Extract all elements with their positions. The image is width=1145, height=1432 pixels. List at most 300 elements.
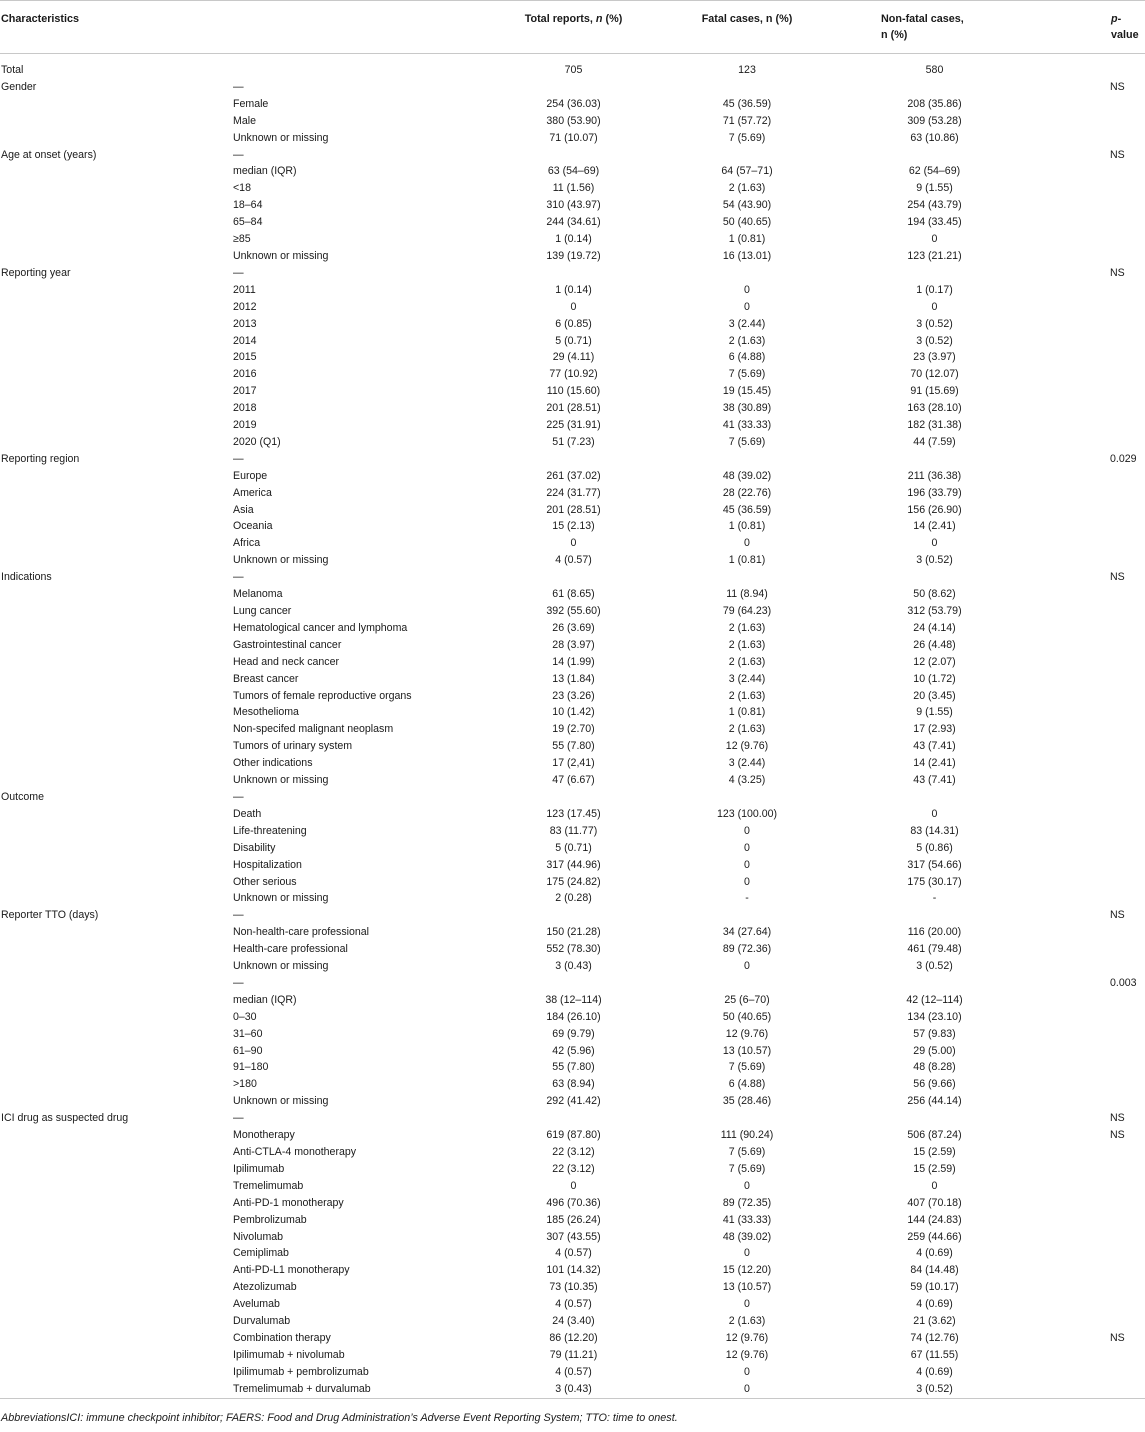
table-row [0,874,1145,891]
cell-fatal-cases: 2 (1.63) [728,723,766,736]
cell-p-value [1080,1381,1145,1398]
cell-fatal-cases: 35 (28.46) [722,1095,772,1108]
cell-fatal-cases: 2 (1.63) [728,621,766,634]
row-subcategory: — [233,452,244,465]
cell-fatal-cases: 19 (15.45) [722,385,772,398]
cell-p-value [1080,992,1145,1009]
cell-p-value: 0.003 [1110,976,1137,989]
cell-non-fatal-cases: 59 (10.17) [910,1281,959,1294]
table-row [0,789,1145,806]
cell-total-reports [486,789,661,806]
table-row [0,79,1145,96]
row-category [0,400,231,417]
row-category [0,130,231,147]
cell-non-fatal-cases: 506 (87.24) [907,1129,962,1142]
cell-fatal-cases: 45 (36.59) [722,503,772,516]
table-row [0,738,1145,755]
row-subcategory: Combination therapy [233,1331,331,1344]
cell-fatal-cases [661,789,833,806]
cell-total-reports: 22 (3.12) [552,1146,595,1158]
table-row [0,1245,1145,1262]
cell-p-value: NS [1110,148,1125,161]
row-category [0,654,231,671]
cell-fatal-cases: 1 (0.81) [728,233,766,246]
cell-p-value [1080,1347,1145,1364]
cell-total-reports: 0 [570,537,577,550]
table-row [0,96,1145,113]
cell-fatal-cases [661,265,833,282]
cell-non-fatal-cases: 182 (31.38) [907,419,962,432]
cell-p-value [1080,1212,1145,1229]
row-category [0,299,231,316]
cell-total-reports: 26 (3.69) [552,621,595,634]
row-subcategory: — [233,148,244,161]
cell-non-fatal-cases: 43 (7.41) [913,774,956,787]
row-subcategory: 18–64 [233,199,263,212]
cell-p-value [1080,54,1145,79]
cell-p-value [1080,789,1145,806]
cell-p-value [1080,180,1145,197]
row-category [0,1245,231,1262]
cell-p-value [1080,502,1145,519]
row-category [0,1347,231,1364]
row-category [0,975,231,992]
cell-non-fatal-cases: 48 (8.28) [913,1061,956,1074]
cell-p-value: NS [1110,266,1125,279]
row-category [0,992,231,1009]
table-row [0,603,1145,620]
table-footnote: AbbreviationsICI: immune checkpoint inhibitor; FAERS: Food and Drug Administration’s Adverse Event Reporting System; TTO: time to onest. [1,1412,678,1424]
row-subcategory: Monotherapy [233,1129,295,1142]
row-subcategory: Nivolumab [233,1230,284,1243]
row-subcategory: Anti-PD-L1 monotherapy [233,1264,350,1277]
cell-non-fatal-cases: 56 (9.66) [913,1078,956,1091]
cell-p-value [1080,383,1145,400]
row-category [0,772,231,789]
cell-non-fatal-cases [833,907,1080,924]
cell-non-fatal-cases: 15 (2.59) [913,1162,956,1175]
cell-fatal-cases: 16 (13.01) [722,249,772,262]
cell-total-reports: 5 (0.71) [555,334,592,347]
cell-non-fatal-cases [833,147,1080,164]
cell-fatal-cases [661,975,833,992]
cell-total-reports: 83 (11.77) [549,824,598,837]
table-row [0,1161,1145,1178]
cell-non-fatal-cases: 12 (2.07) [913,655,956,668]
row-category [0,1093,231,1110]
row-category [0,1381,231,1398]
cell-fatal-cases: 0 [744,841,750,854]
header-total-reports: Total reports, n (%) [486,1,661,54]
cell-non-fatal-cases: - [932,892,937,905]
cell-fatal-cases: 89 (72.36) [722,943,772,956]
cell-non-fatal-cases [833,1110,1080,1127]
row-category [0,1059,231,1076]
row-subcategory: Mesothelioma [233,706,299,719]
cell-fatal-cases: 3 (2.44) [728,757,766,770]
table-row [0,1144,1145,1161]
cell-total-reports [486,907,661,924]
row-category [0,518,231,535]
row-subcategory: <18 [233,182,251,195]
row-subcategory: Other indications [233,757,313,770]
cell-p-value [1080,485,1145,502]
cell-p-value [1080,1195,1145,1212]
row-subcategory: 2014 [233,334,257,347]
cell-total-reports: 3 (0.43) [555,1382,592,1395]
cell-non-fatal-cases [833,79,1080,96]
cell-non-fatal-cases: 57 (9.83) [913,1027,956,1040]
cell-fatal-cases: 7 (5.69) [728,1162,766,1175]
cell-non-fatal-cases: 62 (54–69) [908,165,961,178]
table-row [0,147,1145,164]
cell-p-value [1080,738,1145,755]
row-subcategory: — [233,266,244,279]
table-row [0,1195,1145,1212]
cell-non-fatal-cases: 4 (0.69) [916,1298,953,1311]
row-category [0,1043,231,1060]
cell-fatal-cases: 13 (10.57) [722,1281,772,1294]
cell-p-value [1080,755,1145,772]
table-row [0,671,1145,688]
row-subcategory: Tremelimumab + durvalumab [233,1382,371,1395]
row-subcategory: Health-care professional [233,943,348,956]
row-subcategory: Atezolizumab [233,1281,297,1294]
cell-total-reports: 69 (9.79) [552,1027,595,1040]
cell-fatal-cases: 0 [744,1247,750,1260]
table-row [0,1381,1145,1398]
row-subcategory: Disability [233,841,276,854]
row-subcategory: ≥85 [233,233,251,246]
table-row [0,54,1145,79]
cell-non-fatal-cases: 70 (12.07) [910,368,959,381]
cell-total-reports: 150 (21.28) [546,926,601,939]
cell-non-fatal-cases: 14 (2.41) [913,520,956,533]
row-category [0,468,231,485]
cell-non-fatal-cases: 10 (1.72) [913,672,956,685]
header-fatal-cases: Fatal cases, n (%) [661,1,833,54]
cell-total-reports: 6 (0.85) [555,317,592,330]
table-row [0,535,1145,552]
row-category [0,197,231,214]
cell-total-reports: 244 (34.61) [546,216,601,229]
row-category [0,823,231,840]
table-row [0,704,1145,721]
table-row [0,265,1145,282]
cell-total-reports: 14 (1.99) [552,655,595,668]
cell-fatal-cases: 111 (90.24) [720,1129,774,1142]
cell-p-value [1080,96,1145,113]
cell-non-fatal-cases: 196 (33.79) [907,486,962,499]
row-category [0,502,231,519]
cell-total-reports: 73 (10.35) [549,1281,598,1294]
row-category [0,231,231,248]
cell-fatal-cases: 38 (30.89) [722,402,772,415]
table-header-row [0,1,1145,54]
cell-fatal-cases: 12 (9.76) [725,1027,769,1040]
cell-fatal-cases: 2 (1.63) [728,689,766,702]
row-subcategory: Anti-CTLA-4 monotherapy [233,1146,357,1158]
row-category [0,586,231,603]
cell-non-fatal-cases: 116 (20.00) [907,926,962,939]
row-category [0,349,231,366]
cell-total-reports [486,569,661,586]
cell-total-reports: 71 (10.07) [549,131,598,144]
row-category [0,96,231,113]
cell-non-fatal-cases: 3 (0.52) [916,554,953,567]
row-category [0,874,231,891]
cell-fatal-cases: 0 [744,1365,750,1378]
row-category: Gender [1,80,37,93]
cell-p-value [1080,823,1145,840]
cell-p-value [1080,958,1145,975]
row-subcategory: Life-threatening [233,824,307,837]
cell-p-value: NS [1110,1331,1125,1344]
row-category [0,1212,231,1229]
cell-non-fatal-cases: 0 [931,1179,938,1192]
cell-p-value [1080,366,1145,383]
row-category: Reporting region [1,452,80,465]
cell-fatal-cases: 48 (39.02) [722,469,772,482]
cell-p-value: NS [1110,571,1125,584]
cell-non-fatal-cases: 580 [925,64,944,76]
row-subcategory: Unknown or missing [233,1095,329,1108]
cell-non-fatal-cases: 156 (26.90) [907,503,962,516]
row-category [0,688,231,705]
cell-non-fatal-cases: 15 (2.59) [913,1146,956,1158]
row-category [0,1330,231,1347]
table-row [0,1279,1145,1296]
row-category: Indications [1,571,52,584]
row-subcategory: Ipilimumab + pembrolizumab [233,1365,369,1378]
cell-fatal-cases: 0 [744,537,750,550]
table-row [0,518,1145,535]
table-row [0,890,1145,907]
cell-p-value [1080,857,1145,874]
cell-p-value [1080,1364,1145,1381]
row-subcategory: Europe [233,469,268,482]
cell-total-reports: 79 (11.21) [549,1348,598,1361]
cell-p-value [1080,468,1145,485]
cell-total-reports: 261 (37.02) [546,469,601,482]
cell-fatal-cases: - [745,892,749,905]
cell-fatal-cases: 0 [744,824,750,837]
cell-p-value [1080,214,1145,231]
row-subcategory: 61–90 [233,1044,263,1057]
table-row [0,400,1145,417]
row-subcategory: Death [233,807,262,820]
cell-non-fatal-cases: 194 (33.45) [907,216,962,229]
row-subcategory: Hematological cancer and lymphoma [233,621,408,634]
table-row [0,1229,1145,1246]
row-category [0,333,231,350]
row-subcategory: Head and neck cancer [233,655,340,668]
row-subcategory: Breast cancer [233,672,299,685]
cell-non-fatal-cases: 9 (1.55) [916,182,953,195]
cell-p-value: 0.029 [1110,452,1137,465]
table-row [0,197,1145,214]
cell-fatal-cases: 71 (57.72) [722,114,772,127]
row-category [0,1279,231,1296]
row-subcategory: 91–180 [233,1061,269,1074]
table-row [0,349,1145,366]
cell-non-fatal-cases: 26 (4.48) [913,638,956,651]
row-category: Age at onset (years) [1,148,97,161]
cell-fatal-cases: 11 (8.94) [726,588,768,601]
table-row [0,586,1145,603]
cell-non-fatal-cases: 63 (10.86) [910,131,959,144]
cell-p-value [1080,637,1145,654]
row-subcategory: 2012 [233,300,257,313]
table-row [0,755,1145,772]
table-row [0,1262,1145,1279]
table-row [0,451,1145,468]
row-subcategory: Tremelimumab [233,1179,304,1192]
row-category [0,1364,231,1381]
row-category [0,1313,231,1330]
cell-p-value [1080,552,1145,569]
cell-total-reports: 307 (43.55) [546,1230,601,1243]
table-row [0,333,1145,350]
row-subcategory: Melanoma [233,588,283,601]
row-category [0,1026,231,1043]
cell-total-reports: 254 (36.03) [546,97,601,110]
row-category [0,620,231,637]
cell-non-fatal-cases: 84 (14.48) [910,1264,959,1277]
cell-total-reports: 86 (12.20) [549,1331,598,1344]
table-row [0,840,1145,857]
row-subcategory: — [233,80,244,93]
cell-p-value [1080,586,1145,603]
cell-fatal-cases [661,907,833,924]
table-row [0,485,1145,502]
row-subcategory: 2020 (Q1) [233,435,281,448]
cell-total-reports: 38 (12–114) [545,993,602,1006]
row-category [0,1229,231,1246]
cell-total-reports: 1 (0.14) [555,283,592,296]
cell-non-fatal-cases: 17 (2.93) [913,723,956,736]
table-row [0,1296,1145,1313]
row-category [0,1161,231,1178]
cell-p-value [1080,130,1145,147]
row-subcategory: Hospitalization [233,858,302,871]
cell-p-value [1080,620,1145,637]
cell-total-reports: 225 (31.91) [546,419,601,432]
cell-total-reports: 5 (0.71) [555,841,592,854]
cell-total-reports: 175 (24.82) [546,875,601,888]
row-subcategory: 31–60 [233,1027,263,1040]
row-subcategory: Female [233,97,269,110]
row-subcategory: Tumors of female reproductive organs [233,689,412,702]
cell-fatal-cases: 1 (0.81) [728,520,766,533]
row-subcategory: Lung cancer [233,605,292,617]
cell-total-reports: 619 (87.80) [546,1129,601,1142]
cell-total-reports: 184 (26.10) [546,1010,601,1023]
row-subcategory: — [233,1112,244,1125]
table-row [0,857,1145,874]
cell-fatal-cases: 13 (10.57) [722,1044,772,1057]
table-row [0,688,1145,705]
cell-non-fatal-cases: 21 (3.62) [913,1315,956,1328]
cell-total-reports: 380 (53.90) [546,114,601,127]
cell-p-value: NS [1110,1112,1125,1125]
cell-total-reports: 392 (55.60) [546,605,601,617]
cell-total-reports: 17 (2,41) [552,757,595,770]
cell-non-fatal-cases: 312 (53.79) [907,605,962,617]
cell-total-reports: 292 (41.42) [546,1095,601,1108]
cell-fatal-cases [661,147,833,164]
table-bottom-rule [0,1398,1145,1399]
row-category [0,366,231,383]
table-row [0,924,1145,941]
cell-p-value [1080,941,1145,958]
row-category [0,603,231,620]
cell-total-reports: 13 (1.84) [552,672,595,685]
table-row [0,180,1145,197]
cell-p-value [1080,316,1145,333]
cell-fatal-cases: 0 [744,283,750,296]
cell-total-reports: 0 [570,1179,577,1192]
cell-total-reports: 29 (4.11) [552,351,595,364]
row-category [0,840,231,857]
row-subcategory: — [233,976,244,989]
cell-non-fatal-cases [833,975,1080,992]
cell-fatal-cases: 64 (57–71) [721,165,773,178]
table-row [0,941,1145,958]
row-category [0,1195,231,1212]
cell-p-value [1080,1161,1145,1178]
cell-total-reports: 110 (15.60) [546,385,601,398]
row-subcategory: >180 [233,1078,257,1091]
table-row [0,1127,1145,1144]
row-category [0,1178,231,1195]
cell-non-fatal-cases: 14 (2.41) [913,757,956,770]
cell-fatal-cases [661,1110,833,1127]
row-subcategory: 2019 [233,419,257,432]
cell-fatal-cases: 7 (5.69) [728,435,766,448]
table-row [0,1110,1145,1127]
cell-p-value [1080,349,1145,366]
cell-fatal-cases: 4 (3.25) [728,774,766,787]
row-category: Reporting year [1,266,71,279]
table-row [0,502,1145,519]
table-row [0,316,1145,333]
cell-p-value [1080,518,1145,535]
cell-total-reports: 11 (1.56) [552,182,595,195]
row-category [0,704,231,721]
cell-total-reports: 55 (7.80) [552,1061,595,1074]
cell-non-fatal-cases: 211 (36.38) [907,469,962,482]
table-row [0,383,1145,400]
row-category [0,383,231,400]
cell-fatal-cases: 0 [744,1298,750,1311]
row-category [0,282,231,299]
cell-non-fatal-cases: 144 (24.83) [907,1213,962,1226]
row-subcategory: median (IQR) [233,993,297,1006]
cell-non-fatal-cases: 9 (1.55) [916,706,953,719]
table-row [0,772,1145,789]
cell-total-reports: 22 (3.12) [552,1162,595,1175]
table-row [0,434,1145,451]
cell-p-value [1080,1076,1145,1093]
table-row [0,366,1145,383]
cell-fatal-cases: 12 (9.76) [725,740,769,753]
cell-fatal-cases: 2 (1.63) [728,182,766,195]
cell-p-value [1080,282,1145,299]
cell-total-reports: 552 (78.30) [546,943,601,956]
cell-fatal-cases: 7 (5.69) [728,1146,766,1158]
cell-fatal-cases: 2 (1.63) [728,655,766,668]
